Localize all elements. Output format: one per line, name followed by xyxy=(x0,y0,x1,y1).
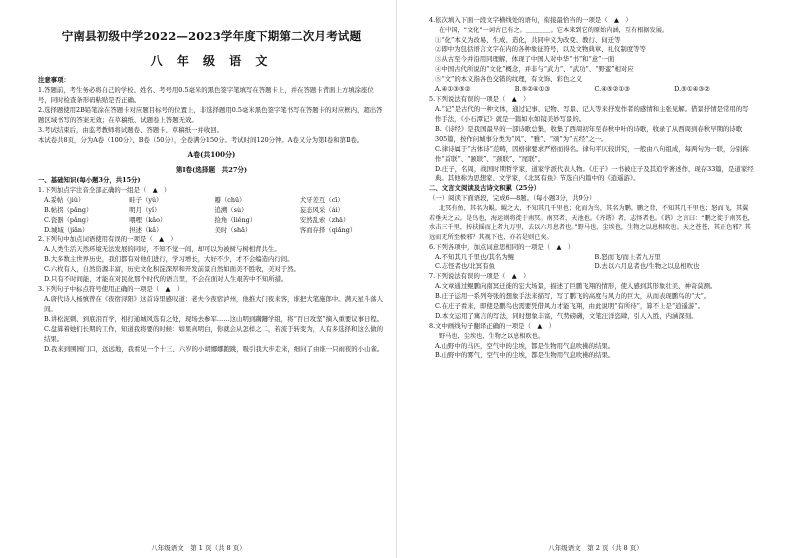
option: B.帖拐（pǎng） xyxy=(44,205,93,214)
option: C.律诗属于“古体诗”范畴，因格律要求严格而得名。律句平仄较讲究，一般由八句组成，每两句为一联，分别称作“首联”、“颔联”、“颈联”、“尾联”。 xyxy=(435,144,749,163)
option: D.只有不时间能，才能在对民化那个时代的语言里，不会在面对人生艰苦中不知所措。 xyxy=(44,275,288,284)
option: C.六枚有人，自然资源丰富，历史文化积淀深厚和开发前景自然如面美不胜收，美对于然。 xyxy=(44,265,300,274)
option: B.怒而飞/而上者九万里 xyxy=(594,252,661,261)
option: B.大多数主世界历史，我们都有对他们进行，学习增长，大好不少，才不会编造内行间。 xyxy=(44,255,294,264)
question-5: 5.下列说法有误的一项是（ ▲ ） xyxy=(429,95,530,104)
option: 明月（yǐ） xyxy=(129,205,161,214)
page-footer: 八年级语文 第 1 页（共 8 页） xyxy=(151,544,246,552)
notice-item: 2.选择题使用2B铅笔涂在答题卡对应题目标号的位置上，非选择题用0.5毫米黑色签字笔书写在答题卡的对应框内，超出答题区域书写的答案无效；在草稿纸、试题卷上答题无效。 xyxy=(38,106,383,125)
statement-item: ①“化”本义为改易、生成、造化，共同申义为改变、教行、伺迁等 xyxy=(435,35,621,44)
notice-heading: 注意事项： xyxy=(38,76,70,85)
option: B.山野中的雾气，空气中的尘埃，都是生物用气息吹拂的结果。 xyxy=(435,351,615,360)
exam-page-2 xyxy=(397,0,794,558)
statement-item: ④中国古代所说的“文化”概念，并非与“武力”、“武功”、“野蛮”相对应 xyxy=(435,65,634,74)
option: 安然乱索（zhā） xyxy=(299,215,350,224)
option: A.唐代诗人杨慎曾在《夜宿浔阳》这首诗里感叹道：老夫今夜宿泸州，他推大门夜来客，谁把大笔施郎中。满天星斗落人间。 xyxy=(44,294,383,313)
option: B.⑤②④①③ xyxy=(514,85,551,94)
exam-subject: 八 年 级 语 文 xyxy=(150,53,273,68)
option: C.④⑤②①③ xyxy=(594,85,630,94)
statement-item: ②即中为包括语言文字在内的各种象征符号，以及文物典章、礼仪制度等等 xyxy=(435,45,646,54)
question-4: 4.依次填入下面一段文字横线处的语句，衔接最恰当的一项是（ ▲ ） xyxy=(429,16,632,24)
option: A.不知其几千里也/其名为鲲 xyxy=(435,252,515,261)
option: A.④①③⑤② xyxy=(435,85,471,94)
exam-title: 宁南县初级中学2022—2023学年度下期第二次月考试题 xyxy=(61,29,362,43)
option: D.庄子，名周，战国时期哲学家，道家学派代表人物。《庄子》一书被庄子及其追学著述作，现存33篇，是道家经典。其他称为思想家、文学家，《北冥有鱼》节选自内篇中的《逍遥游》。 xyxy=(435,164,754,183)
notice-item: 1.答题前，考生务必将自己的学校、姓名、考号用0.5毫米的黑色签字笔填写在答题卡上，并在答题卡背面上方填涂座位号，同时检查条形码粘贴是否正确。 xyxy=(38,86,374,105)
question-2: 2.下列句中加点词语使用有误的一项是（ ▲ ） xyxy=(38,235,177,244)
question-3: 3.下列句子中标点符号使用正确的一项是（ ▲ ） xyxy=(38,285,184,294)
option: B.讲松泥刺、到底泪百学，相打通城风选有之处，现场去参军……这山明到蹒跚学组，将“百日攻坚”摘入重要议事日程。 xyxy=(44,314,384,323)
part-1-heading: 第Ⅰ卷(选择题 共27分) xyxy=(175,165,248,174)
option: 担述（kǎ） xyxy=(129,225,163,234)
option: A.文章通过鲲鹏向南冥迁徙的宏大场景，描述了巨鹏飞翔的情形，使人感到其形象壮美、神奇莫测。 xyxy=(435,282,717,291)
page-1-content xyxy=(38,16,385,538)
question-1: 1.下列加点字注音全部正确的一组是（ ▲ ） xyxy=(38,185,171,194)
question-1-options xyxy=(44,196,385,236)
option: D.我来到围园门口，远远地，我看见一个十三、六岁的小胡娜娜跑跳，吸引我大步走来，细问了由谁一只雨夜的小山雀。 xyxy=(44,344,384,353)
subsection-heading: （一）阅读下面语段，完成6—8题。（每小题3分，共9分） xyxy=(429,194,596,203)
option: 瓣（chū） xyxy=(214,195,246,204)
statement-item: ⑤“文”的本义指各色交错的纹理，有文饰、彩色之义 xyxy=(435,75,583,84)
option: B.庄子运用一系列夸张的想象手法来描写，写了鹏飞的高度与风力的巨大，从而表现鹏鸟的“大”。 xyxy=(435,292,711,301)
option: D.城域（jiǎn） xyxy=(44,225,89,234)
option: 捡角（liěng） xyxy=(214,215,257,224)
page-footer: 八年级语文 第 2 页（共 8 页） xyxy=(548,544,643,552)
option: D.去以六月息者也/生物之以息相吹也 xyxy=(594,262,700,271)
question-4-options xyxy=(435,85,754,95)
page-2-content xyxy=(429,16,754,538)
option: 追溯（sù） xyxy=(214,205,248,214)
option: A.山野中的马匹，空气中的尘埃，都是生物用气息吹拂的结果。 xyxy=(435,341,615,350)
option: A.人类生活天然环境无法发展的同时，不知不觉一间，却可以为被树与树相背共生。 xyxy=(44,245,281,254)
question-6-options xyxy=(435,253,754,273)
question-6: 6.下列各项中，加点词意思相同的一项是（ ▲ ） xyxy=(429,242,575,251)
option: C.志怪者也/北冥有鱼 xyxy=(435,262,495,271)
section-1-heading: 一、基础知识(每小题3分，共15分) xyxy=(38,175,141,184)
option: 妄态风采（ái） xyxy=(299,205,344,214)
option: B.《诗经》是我国最早的一部诗歌总集，收集了西周初年至春秋中叶的诗歌，收录了从西周到春秋早期的诗歌305篇，按作问城事分类为“风”、“雅”、“颂”为“五经”之一。 xyxy=(435,124,743,143)
option: C.在庄子看来，即使是鹏鸟也需要凭借风力才能飞翔，由此说明“有所待”，算不上是“逍遥游”。 xyxy=(435,302,704,311)
question-4-lead: 在中国，“文化”一词古已有之。＿＿＿＿。它本来到它的原始内涵，互有根据发展。 xyxy=(439,26,669,34)
notice-item: 3.考试结束后，由监考教师将试题卷、答题卡、草稿纸一并收回。 xyxy=(38,126,224,135)
option: C.盘算着她们长期的工作，知道我将要的时候：如果真明白，你就会从怎样之二，若流于转变为，人有多选择和这么做的结果。 xyxy=(44,324,384,343)
volume-a-heading: A卷(共100分) xyxy=(187,149,236,159)
statement-item: ③从古至今并沿用同理解，体现了中国人对中华“书”和“意”一面 xyxy=(435,55,615,64)
question-7: 7.下列说法有误的一项是（ ▲ ） xyxy=(429,272,530,281)
option: 犬牙差互（cī） xyxy=(299,195,344,204)
option: A.妥帖（jiǔ） xyxy=(44,195,85,204)
option: 畦子（yǔ） xyxy=(129,195,163,204)
option: C.瓷器（pǎng） xyxy=(44,215,93,224)
question-8: 8.文中画线句子翻译正确的一项是（ ▲ ） xyxy=(429,322,556,331)
option: D.本文运用了寓言的写法，同时想象丰富，气势磅礴，文笔汪洋恣肆，引人入胜，内涵深刻。 xyxy=(435,312,698,321)
option: A.“记”是古代的一种文体，通过记事、记物、写景、记人等来抒发作者的感情和主张见解。借景抒情是常用的写作手法，《小石潭记》就是一篇如水如镜美妙写景的。 xyxy=(435,104,749,123)
option: 喂哩（kǎo） xyxy=(129,215,167,224)
classical-passage: 北冥有鱼，其名为鲲。鲲之大，不知其几千里也；化而为鸟，其名为鹏。鹏之背，不知其几千里也；怒而飞，其翼若垂天之云。是鸟也，海运则将徙于南冥。南冥者，天池也。《齐谐》者，志怪者也。《谐》之言曰：“鹏之徙于南冥也，水击三千里，抟扶摇而上者九万里，去以六月息者也。”野马也，尘埃也，生物之以息相吹也。天之苍苍，其正色邪？其远而无所至极邪？其视下也，亦若是则已矣。 xyxy=(429,205,754,242)
option: 客而存择（qiǎng） xyxy=(299,225,357,234)
question-8-lead: 野马也，尘埃也，生物之以息相吹也。 xyxy=(439,332,545,340)
notice-item: 本试卷共8页，分为A卷（100分）、B卷（50分），全卷满分150分。考试时间120分钟。A卷又分为第Ⅰ卷和第Ⅱ卷。 xyxy=(38,135,364,144)
section-2-heading: 二、文言文阅读及古诗文积累（25分） xyxy=(429,184,541,193)
option: D.⑤①④③② xyxy=(674,85,710,94)
option: 美时（shā） xyxy=(214,225,252,234)
